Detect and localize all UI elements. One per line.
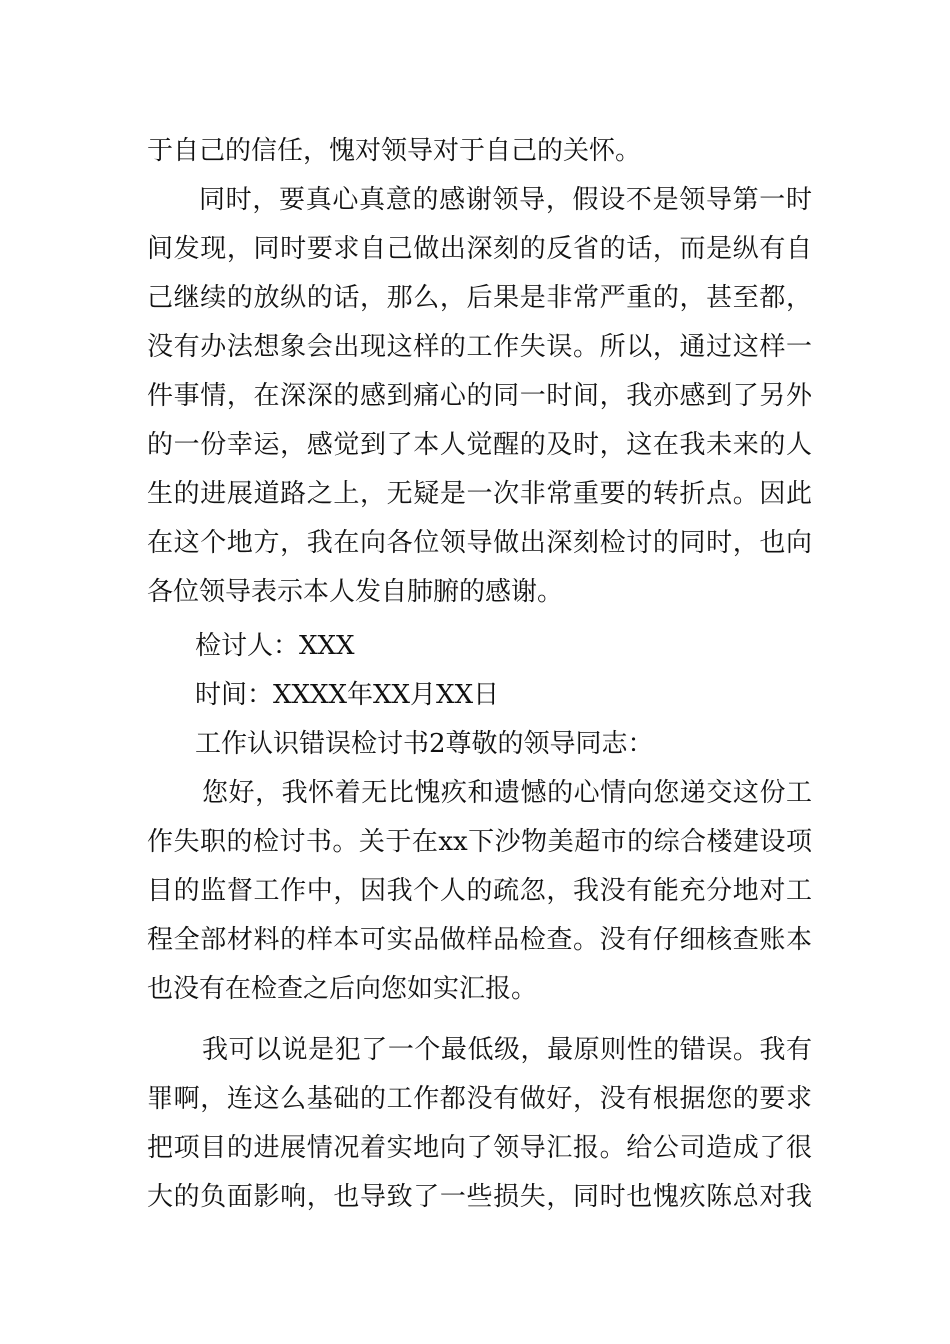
paragraph-line: 在这个地方，我在向各位领导做出深刻检讨的同时，也向 (147, 528, 812, 558)
paragraph-line: 没有办法想象会出现这样的工作失误。所以，通过这样一 (147, 332, 812, 362)
paragraph-line: 程全部材料的样本可实品做样品检查。没有仔细核查账本 (147, 925, 812, 955)
paragraph-line: 大的负面影响，也导致了一些损失，同时也愧疚陈总对我 (147, 1182, 812, 1212)
paragraph-line: 间发现，同时要求自己做出深刻的反省的话，而是纵有自 (147, 234, 812, 264)
paragraph-line: 同时，要真心真意的感谢领导，假设不是领导第一时 (199, 185, 812, 215)
paragraph-line: 把项目的进展情况着实地向了领导汇报。给公司造成了很 (147, 1133, 812, 1163)
paragraph-line: 件事情，在深深的感到痛心的同一时间，我亦感到了另外 (147, 381, 812, 411)
paragraph-line: 生的进展道路之上，无疑是一次非常重要的转折点。因此 (147, 479, 812, 509)
paragraph-line: 作失职的检讨书。关于在xx下沙物美超市的综合楼建设项 (147, 827, 812, 857)
paragraph-line: 罪啊，连这么基础的工作都没有做好，没有根据您的要求 (147, 1084, 812, 1114)
paragraph-line: 各位领导表示本人发自肺腑的感谢。 (147, 577, 564, 607)
paragraph-line: 目的监督工作中，因我个人的疏忽，我没有能充分地对工 (147, 876, 812, 906)
paragraph-line: 的一份幸运，感觉到了本人觉醒的及时，这在我未来的人 (147, 430, 812, 460)
paragraph-line: 也没有在检查之后向您如实汇报。 (147, 974, 538, 1004)
paragraph-line: 您好，我怀着无比愧疚和遗憾的心情向您递交这份工 (202, 778, 812, 808)
paragraph-line: 我可以说是犯了一个最低级，最原则性的错误。我有 (202, 1035, 812, 1065)
date-line: 时间：XXXX年XX月XX日 (195, 680, 500, 710)
reviewer-line: 检讨人：XXX (195, 631, 355, 661)
paragraph-line: 己继续的放纵的话，那么，后果是非常严重的，甚至都， (147, 283, 812, 313)
paragraph-line: 于自己的信任，愧对领导对于自己的关怀。 (147, 136, 642, 166)
section-heading: 工作认识错误检讨书2尊敬的领导同志： (195, 729, 654, 759)
